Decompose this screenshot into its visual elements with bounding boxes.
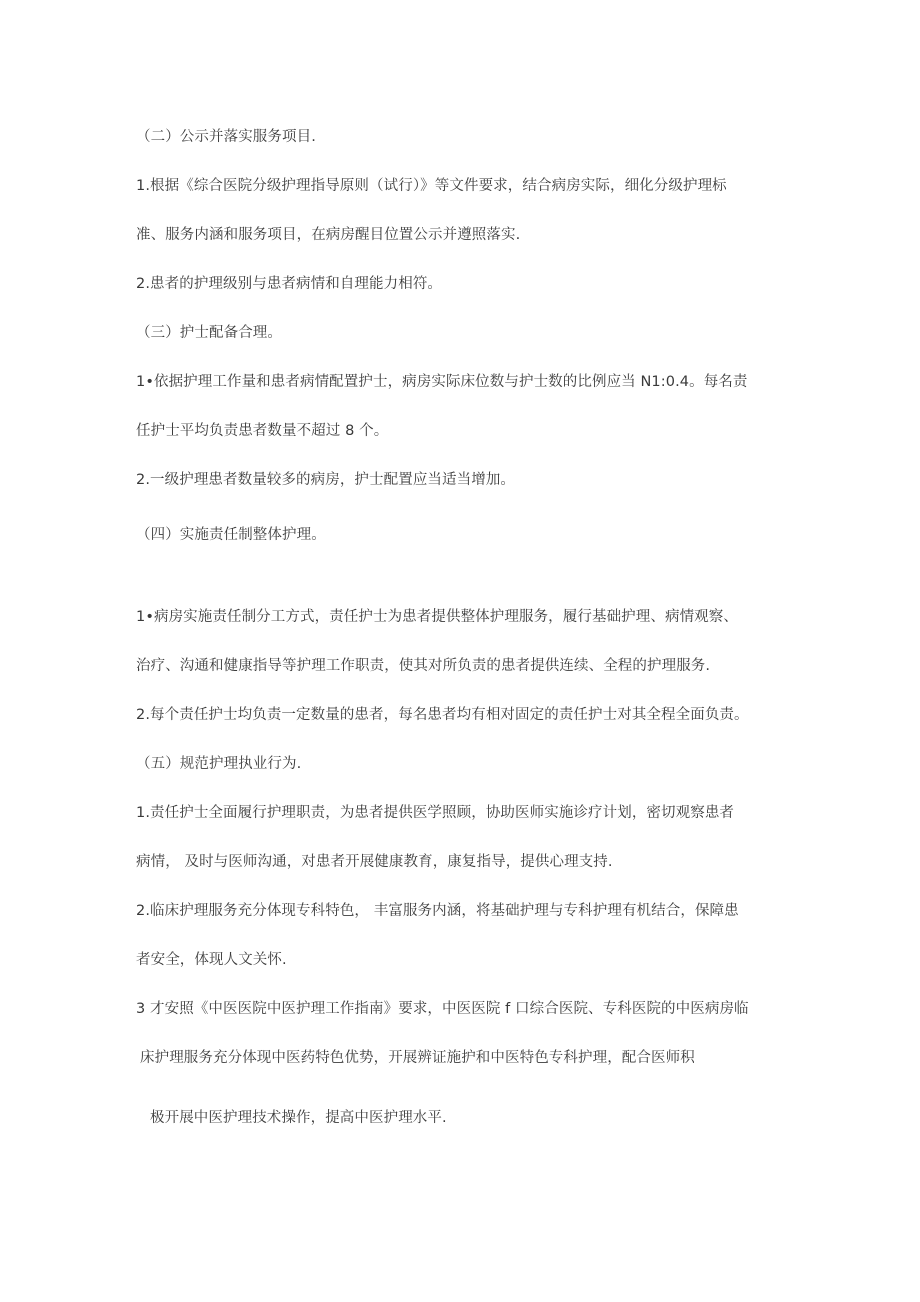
paragraph-line: 病情， 及时与医师沟通，对患者开展健康教育，康复指导，提供心理支持. (136, 854, 613, 870)
paragraph-line: 2.临床护理服务充分体现专科特色， 丰富服务内涵，将基础护理与专科护理有机结合，保障患 (136, 903, 739, 919)
paragraph-line: 2.每个责任护士均负责一定数量的患者，每名患者均有相对固定的责任护士对其全程全面负责。 (136, 707, 749, 723)
section-heading-5: （五）规范护理执业行为. (136, 756, 302, 772)
paragraph-line: 1.根据《综合医院分级护理指导原则（试行）》等文件要求，结合病房实际，细化分级护理标 (136, 178, 727, 194)
paragraph-line: 极开展中医护理技术操作，提高中医护理水平. (150, 1110, 447, 1126)
paragraph-line: 2.一级护理患者数量较多的病房，护士配置应当适当增加。 (136, 472, 516, 488)
paragraph-line: 准、服务内涵和服务项目，在病房醒目位置公示并遵照落实. (136, 227, 521, 243)
paragraph-line: 1•依据护理工作量和患者病情配置护士，病房实际床位数与护士数的比例应当 N1:0.4。每名责 (136, 374, 748, 390)
paragraph-line: 3 才安照《中医医院中医护理工作指南》要求，中医医院 f 口综合医院、专科医院的中医病房临 (136, 1001, 749, 1017)
paragraph-line: 者安全，体现人文关怀. (136, 952, 287, 968)
section-heading-4: （四）实施责任制整体护理。 (136, 527, 326, 543)
section-heading-3: （三）护士配备合理。 (136, 325, 282, 341)
paragraph-line: 1.责任护士全面履行护理职责，为患者提供医学照顾，协助医师实施诊疗计划，密切观察患者 (136, 805, 735, 821)
paragraph-line: 任护士平均负责患者数量不超过 8 个。 (136, 423, 389, 439)
paragraph-line: 2.患者的护理级别与患者病情和自理能力相符。 (136, 276, 443, 292)
paragraph-line: 1•病房实施责任制分工方式，责任护士为患者提供整体护理服务，履行基础护理、病情观察、 (136, 609, 738, 625)
paragraph-line: 治疗、沟通和健康指导等护理工作职责，使其对所负责的患者提供连续、全程的护理服务. (136, 658, 711, 674)
paragraph-line: 床护理服务充分体现中医药特色优势，开展辨证施护和中医特色专科护理，配合医师积 (140, 1050, 695, 1066)
section-heading-2: （二）公示并落实服务项目. (136, 129, 316, 145)
